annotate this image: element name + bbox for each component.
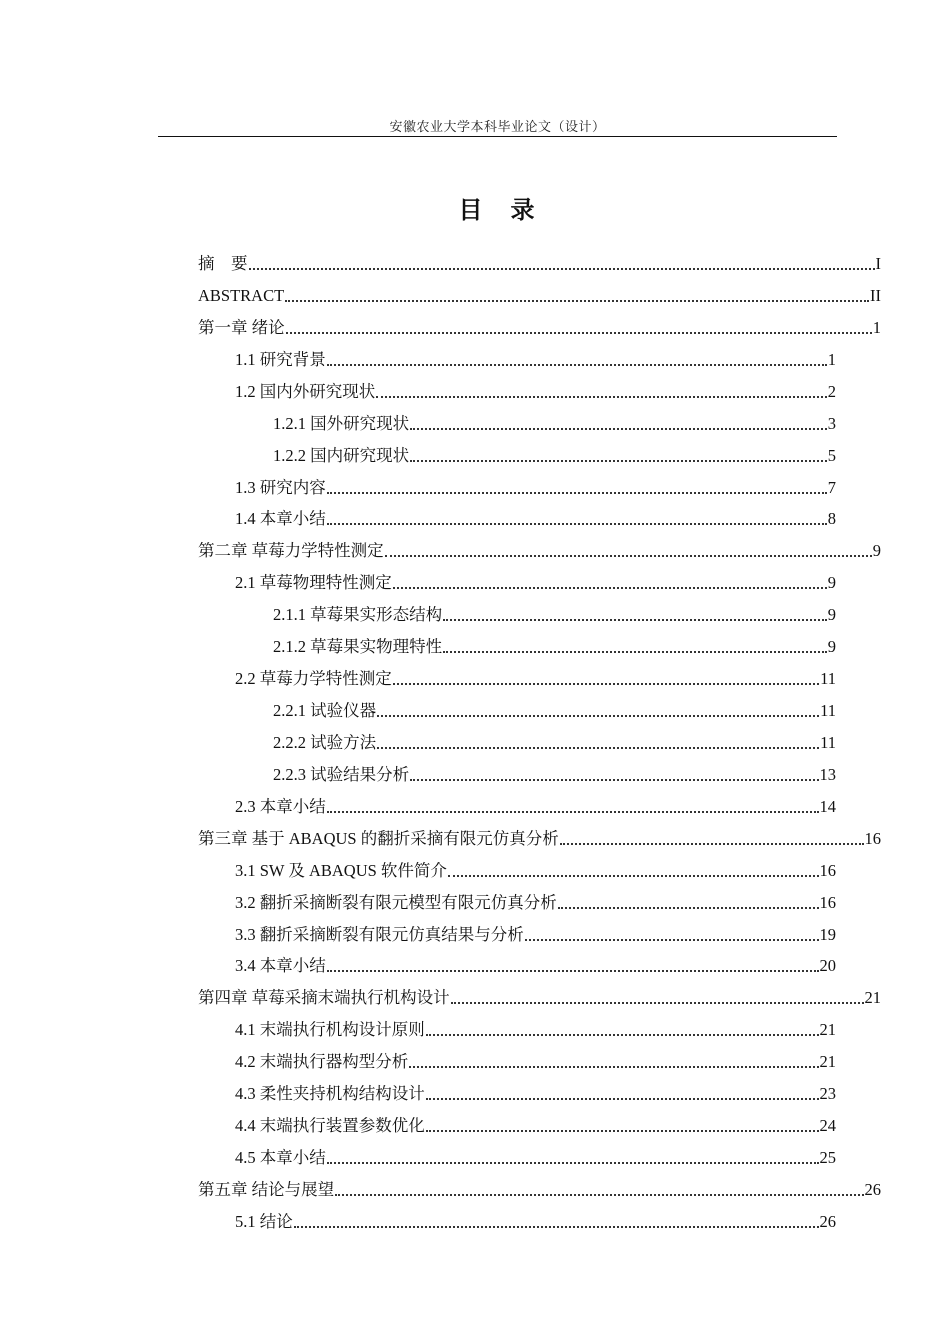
- toc-entry-page: 9: [827, 573, 836, 593]
- toc-entry-label: 3.4 本章小结: [235, 956, 326, 976]
- toc-entry-label: 2.1 草莓物理特性测定: [235, 573, 392, 593]
- toc-entry-label: 1.1 研究背景: [235, 349, 326, 369]
- toc-leader-dots: [286, 332, 872, 334]
- toc-leader-dots: [443, 619, 827, 621]
- toc-leader-dots: [558, 907, 819, 909]
- toc-entry[interactable]: [235, 338, 836, 370]
- toc-leader-dots: [249, 268, 875, 270]
- header-rule: [158, 136, 837, 137]
- toc-entry[interactable]: [235, 1200, 836, 1232]
- toc-entry[interactable]: [273, 689, 836, 721]
- toc-entry-page: 9: [872, 541, 881, 561]
- toc-entry[interactable]: [235, 561, 836, 593]
- toc-entry-page: 8: [827, 509, 836, 529]
- toc-leader-dots: [393, 683, 819, 685]
- toc-entry[interactable]: [198, 242, 881, 274]
- toc-entry-label: 3.2 翻折采摘断裂有限元模型有限元仿真分析: [235, 892, 557, 912]
- toc-leader-dots: [410, 428, 827, 430]
- toc-entry-label: 1.2 国内外研究现状: [235, 381, 376, 401]
- toc-entry-label: 2.2.1 试验仪器: [273, 701, 377, 721]
- toc-entry-page: 9: [827, 637, 836, 657]
- toc-leader-dots: [393, 587, 827, 589]
- toc-entry[interactable]: [273, 434, 836, 466]
- toc-entry-page: 23: [819, 1084, 836, 1104]
- toc-entry[interactable]: [235, 657, 836, 689]
- toc-entry-label: 第二章 草莓力学特性测定: [198, 541, 384, 561]
- toc-entry-page: 2: [827, 381, 836, 401]
- toc-entry-label: 第五章 结论与展望: [198, 1179, 335, 1199]
- toc-leader-dots: [327, 1162, 819, 1164]
- toc-leader-dots: [385, 555, 872, 557]
- toc-leader-dots: [451, 1002, 864, 1004]
- toc-entry-label: 2.2.3 试验结果分析: [273, 764, 410, 784]
- toc-entry[interactable]: [235, 497, 836, 529]
- toc-entry-label: 2.1.1 草莓果实形态结构: [273, 605, 443, 625]
- toc-entry-label: 1.2.1 国外研究现状: [273, 413, 410, 433]
- toc-entry[interactable]: [235, 1040, 836, 1072]
- toc-entry-label: 4.2 末端执行器构型分析: [235, 1052, 409, 1072]
- toc-entry-label: 2.1.2 草莓果实物理特性: [273, 637, 443, 657]
- toc-entry-label: 4.5 本章小结: [235, 1148, 326, 1168]
- toc-entry-page: 14: [819, 796, 836, 816]
- toc-title: 目 录: [458, 198, 537, 224]
- toc-entry[interactable]: [198, 529, 881, 561]
- toc-entry[interactable]: [198, 274, 881, 306]
- toc-entry[interactable]: [198, 976, 881, 1008]
- toc-entry-page: 24: [819, 1116, 836, 1136]
- toc-entry[interactable]: [198, 817, 881, 849]
- toc-entry-page: 16: [819, 860, 836, 880]
- toc-entry-label: 第一章 绪论: [198, 317, 285, 337]
- toc-leader-dots: [335, 1194, 863, 1196]
- toc-entry-label: 2.3 本章小结: [235, 796, 326, 816]
- toc-entry-label: 4.1 末端执行机构设计原则: [235, 1020, 425, 1040]
- toc-entry-label: 2.2 草莓力学特性测定: [235, 669, 392, 689]
- toc-entry-label: 3.3 翻折采摘断裂有限元仿真结果与分析: [235, 924, 524, 944]
- toc-leader-dots: [426, 1130, 819, 1132]
- toc-entry[interactable]: [235, 1008, 836, 1040]
- toc-entry-page: 1: [827, 349, 836, 369]
- toc-leader-dots: [409, 1066, 818, 1068]
- toc-entry-label: ABSTRACT: [198, 285, 285, 305]
- toc-leader-dots: [525, 939, 819, 941]
- toc-entry-page: 21: [864, 988, 881, 1008]
- toc-entry-page: 16: [864, 828, 881, 848]
- toc-entry-page: 13: [819, 764, 836, 784]
- toc-leader-dots: [448, 875, 819, 877]
- toc-entry[interactable]: [235, 849, 836, 881]
- toc-entry[interactable]: [235, 1072, 836, 1104]
- toc-leader-dots: [426, 1098, 819, 1100]
- toc-leader-dots: [327, 364, 827, 366]
- toc-entry[interactable]: [198, 1168, 881, 1200]
- toc-leader-dots: [426, 1034, 819, 1036]
- toc-entry-label: 4.3 柔性夹持机构结构设计: [235, 1084, 425, 1104]
- toc-leader-dots: [294, 1226, 819, 1228]
- toc-entry-page: 21: [819, 1052, 836, 1072]
- toc-leader-dots: [410, 779, 818, 781]
- toc-leader-dots: [327, 811, 819, 813]
- toc-leader-dots: [327, 970, 819, 972]
- toc-entry[interactable]: [235, 913, 836, 945]
- toc-leader-dots: [327, 492, 827, 494]
- toc-leader-dots: [377, 715, 819, 717]
- toc-entry-label: 3.1 SW 及 ABAQUS 软件简介: [235, 860, 447, 880]
- running-header: 安徽农业大学本科毕业论文（设计）: [389, 119, 606, 134]
- toc-leader-dots: [560, 843, 864, 845]
- toc-entry-page: 7: [827, 477, 836, 497]
- toc-entry[interactable]: [235, 881, 836, 913]
- toc-entry-page: 11: [820, 669, 836, 689]
- toc-entry-label: 摘 要: [198, 254, 248, 273]
- toc-entry-label: 4.4 末端执行装置参数优化: [235, 1116, 425, 1136]
- toc-entry-page: 25: [819, 1148, 836, 1168]
- toc-entry[interactable]: [235, 1104, 836, 1136]
- toc-entry-label: 第三章 基于 ABAQUS 的翻折采摘有限元仿真分析: [198, 828, 559, 848]
- toc-entry[interactable]: [235, 785, 836, 817]
- toc-leader-dots: [327, 523, 827, 525]
- toc-entry[interactable]: [198, 306, 881, 338]
- toc-entry-page: 20: [819, 956, 836, 976]
- toc-entry-page: 26: [864, 1179, 881, 1199]
- toc-leader-dots: [443, 651, 827, 653]
- toc-entry[interactable]: [273, 753, 836, 785]
- toc-entry-label: 第四章 草莓采摘末端执行机构设计: [198, 988, 450, 1008]
- toc-entry-page: 1: [872, 317, 881, 337]
- toc-entry-page: 21: [819, 1020, 836, 1040]
- toc-entry-label: 5.1 结论: [235, 1211, 293, 1231]
- toc-entry-page: 11: [820, 701, 836, 721]
- toc-leader-dots: [410, 460, 827, 462]
- toc-entry[interactable]: [235, 466, 836, 498]
- toc-entry-page: 9: [827, 605, 836, 625]
- toc-entry[interactable]: [273, 402, 836, 434]
- toc-entry[interactable]: [235, 944, 836, 976]
- toc-entry-page: 19: [819, 924, 836, 944]
- toc-entry-label: 1.2.2 国内研究现状: [273, 445, 410, 465]
- toc-entry-page: 5: [827, 445, 836, 465]
- toc-entry-page: 26: [819, 1211, 836, 1231]
- toc-entry[interactable]: [273, 593, 836, 625]
- toc-entry[interactable]: [273, 625, 836, 657]
- toc-entry-label: 2.2.2 试验方法: [273, 732, 377, 752]
- toc-entry-page: 3: [827, 413, 836, 433]
- toc-entry-page: 11: [820, 732, 836, 752]
- toc-entry-page: II: [870, 285, 881, 305]
- toc-entry[interactable]: [235, 1136, 836, 1168]
- toc-leader-dots: [377, 747, 819, 749]
- toc-entry-page: I: [875, 254, 881, 273]
- toc-leader-dots: [376, 396, 827, 398]
- toc-leader-dots: [285, 300, 869, 302]
- toc-entry[interactable]: [235, 370, 836, 402]
- toc-entry-page: 16: [819, 892, 836, 912]
- toc-entry-label: 1.4 本章小结: [235, 509, 326, 529]
- toc-entry-label: 1.3 研究内容: [235, 477, 326, 497]
- toc-entry[interactable]: [273, 721, 836, 753]
